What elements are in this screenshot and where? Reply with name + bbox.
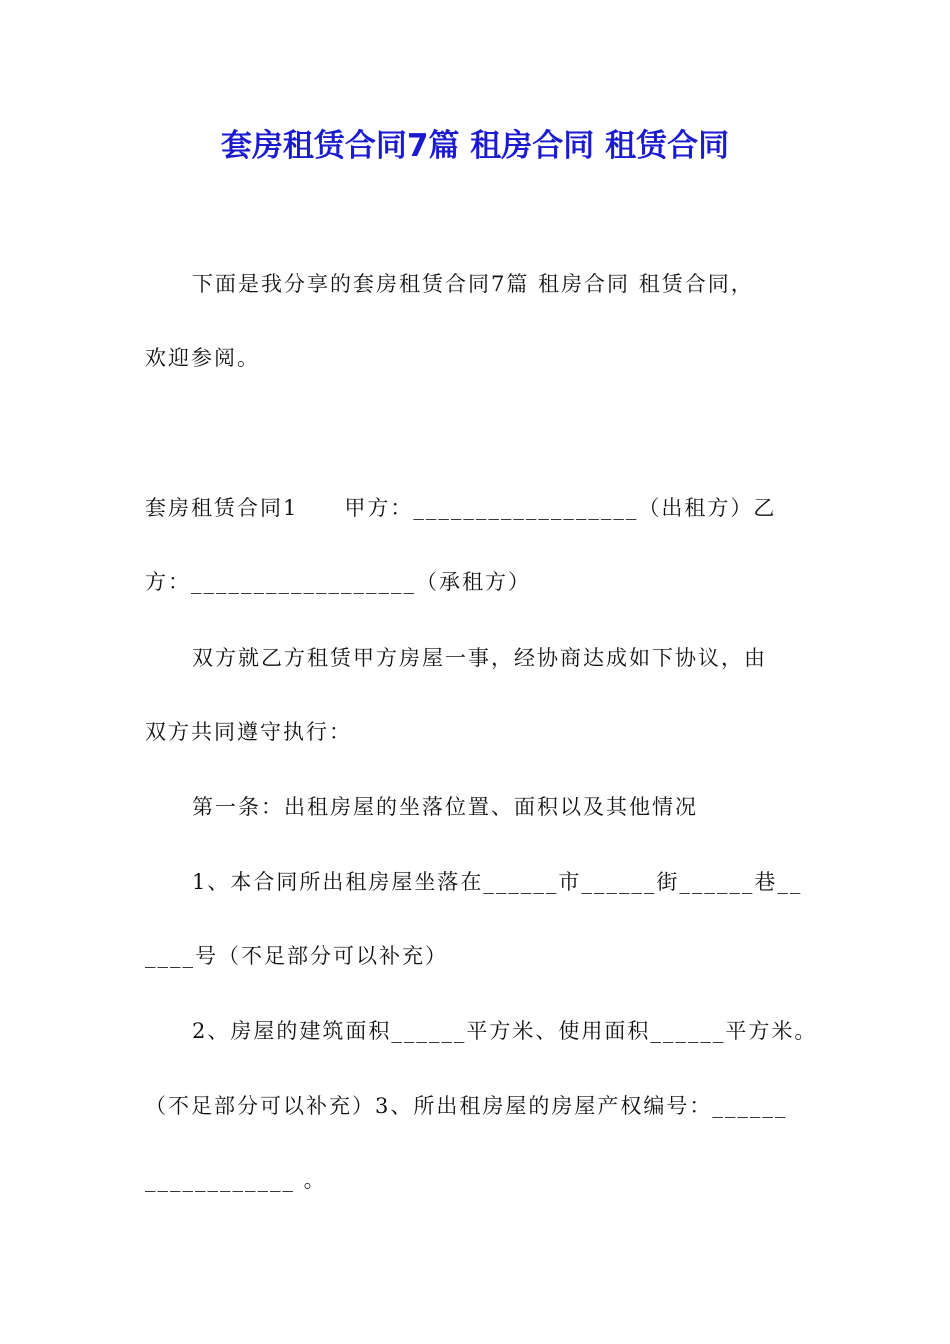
intro-line-1: 下面是我分享的套房租赁合同7篇 租房合同 租赁合同， [192, 272, 754, 296]
clause-1-line-2: ____号（不足部分可以补充） [145, 944, 448, 968]
contract-heading-line: 套房租赁合同1 甲方：__________________（出租方）乙 [145, 496, 777, 520]
clause-2-line-1: 2、房屋的建筑面积______平方米、使用面积______平方米。 [192, 1019, 818, 1043]
article-one-heading: 第一条：出租房屋的坐落位置、面积以及其他情况 [192, 795, 698, 819]
clause-2-line-2: （不足部分可以补充）3、所出租房屋的房屋产权编号：______ [145, 1094, 788, 1118]
tenant-line: 方：__________________（承租方） [145, 570, 531, 594]
document-title: 套房租赁合同7篇 租房合同 租赁合同 [220, 128, 730, 164]
agreement-line-1: 双方就乙方租赁甲方房屋一事，经协商达成如下协议，由 [192, 646, 767, 670]
intro-line-2: 欢迎参阅。 [145, 346, 260, 370]
agreement-line-2: 双方共同遵守执行： [145, 720, 352, 744]
clause-3-line-2: ____________ 。 [145, 1168, 327, 1192]
clause-1-line-1: 1、本合同所出租房屋坐落在______市______街______巷__ [192, 870, 803, 894]
